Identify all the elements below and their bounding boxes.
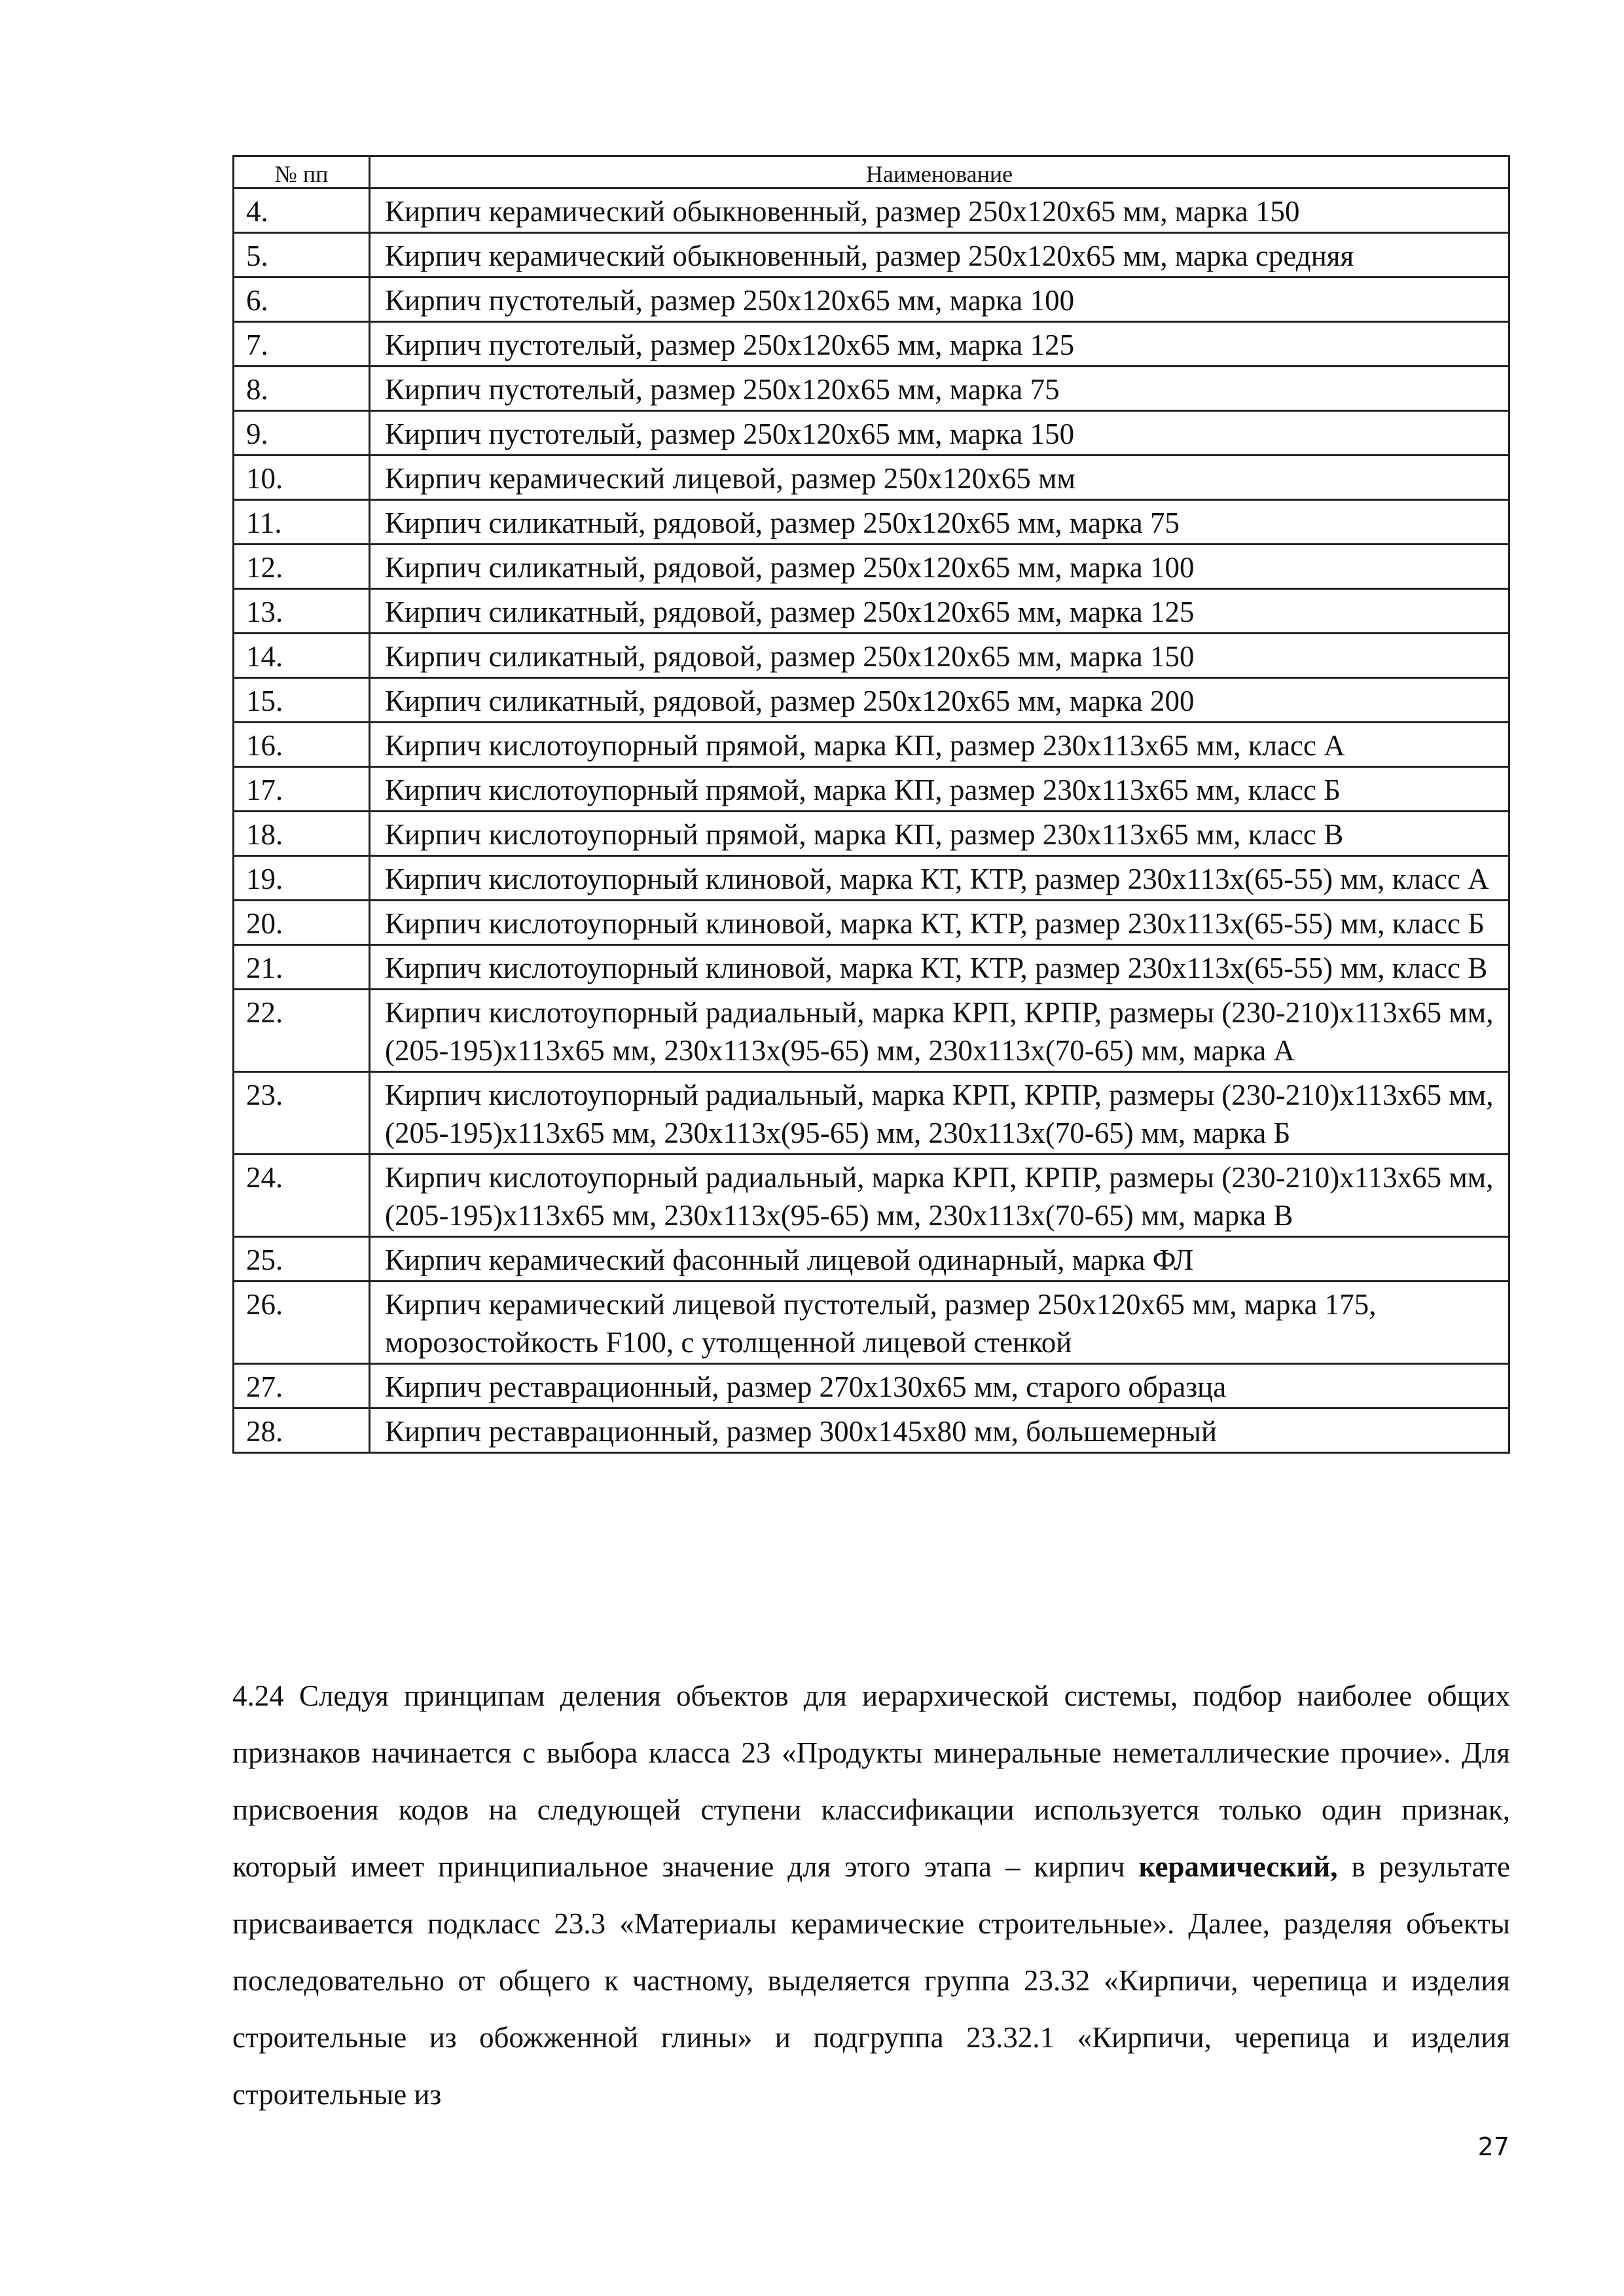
table-row bbox=[234, 1155, 1509, 1237]
table-row bbox=[234, 500, 1509, 545]
table-row bbox=[234, 1364, 1509, 1408]
table-row bbox=[234, 723, 1509, 767]
row-number: 28. bbox=[234, 1408, 370, 1453]
row-number: 20. bbox=[234, 901, 370, 945]
table-row bbox=[234, 589, 1509, 634]
row-name: Кирпич кислотоупорный клиновой, марка КТ, КТР, размер 230х113х(65-55) мм, класс А bbox=[370, 856, 1509, 901]
table-header-row bbox=[234, 156, 1509, 188]
row-name: Кирпич пустотелый, размер 250х120х65 мм, марка 75 bbox=[370, 367, 1509, 411]
row-number: 25. bbox=[234, 1237, 370, 1282]
table-row bbox=[234, 456, 1509, 500]
table-row bbox=[234, 322, 1509, 367]
row-name: Кирпич силикатный, рядовой, размер 250х120х65 мм, марка 150 bbox=[370, 634, 1509, 678]
page-number: 27 bbox=[1477, 2132, 1509, 2161]
row-name: Кирпич керамический лицевой пустотелый, размер 250х120х65 мм, марка 175, морозостойкость F100, с утолщенной лицевой стенкой bbox=[370, 1282, 1509, 1364]
row-name: Кирпич керамический обыкновенный, размер 250х120х65 мм, марка 150 bbox=[370, 188, 1509, 233]
table-row bbox=[234, 545, 1509, 589]
row-number: 27. bbox=[234, 1364, 370, 1408]
table-row bbox=[234, 901, 1509, 945]
row-number: 13. bbox=[234, 589, 370, 634]
row-name: Кирпич кислотоупорный прямой, марка КП, размер 230х113х65 мм, класс В bbox=[370, 812, 1509, 856]
row-name: Кирпич реставрационный, размер 300х145х80 мм, большемерный bbox=[370, 1408, 1509, 1453]
row-name: Кирпич кислотоупорный радиальный, марка КРП, КРПР, размеры (230-210)х113х65 мм, (205-195)х113х65 мм, 230х113х(95-65) мм, 230х113х(70-65) мм, марка Б bbox=[370, 1072, 1509, 1155]
row-name: Кирпич керамический лицевой, размер 250х120х65 мм bbox=[370, 456, 1509, 500]
body-paragraph bbox=[232, 1668, 1510, 2123]
table-row bbox=[234, 278, 1509, 322]
row-name: Кирпич кислотоупорный радиальный, марка КРП, КРПР, размеры (230-210)х113х65 мм, (205-195)х113х65 мм, 230х113х(95-65) мм, 230х113х(70-65) мм, марка В bbox=[370, 1155, 1509, 1237]
row-number: 14. bbox=[234, 634, 370, 678]
table-row bbox=[234, 812, 1509, 856]
table-row bbox=[234, 1282, 1509, 1364]
table-row bbox=[234, 233, 1509, 278]
row-name: Кирпич кислотоупорный прямой, марка КП, размер 230х113х65 мм, класс А bbox=[370, 723, 1509, 767]
row-name: Кирпич силикатный, рядовой, размер 250х120х65 мм, марка 75 bbox=[370, 500, 1509, 545]
row-name: Кирпич кислотоупорный прямой, марка КП, размер 230х113х65 мм, класс Б bbox=[370, 767, 1509, 812]
row-name: Кирпич силикатный, рядовой, размер 250х120х65 мм, марка 125 bbox=[370, 589, 1509, 634]
table-row bbox=[234, 678, 1509, 723]
row-number: 8. bbox=[234, 367, 370, 411]
row-number: 22. bbox=[234, 990, 370, 1072]
row-number: 5. bbox=[234, 233, 370, 278]
table-row bbox=[234, 411, 1509, 456]
row-number: 9. bbox=[234, 411, 370, 456]
table-row bbox=[234, 767, 1509, 812]
row-number: 16. bbox=[234, 723, 370, 767]
paragraph-text-2: в результате присваивается подкласс 23.3 «Материалы керамические строительные». Далее, разделяя объекты последовательно от общего к частному, выделяется группа 23.32 «Кирпичи, черепица и изделия строительные из обожженной глины» и подгруппа 23.32.1 «Кирпичи, черепица и изделия строительные из bbox=[232, 1850, 1510, 2111]
row-name: Кирпич пустотелый, размер 250х120х65 мм, марка 125 bbox=[370, 322, 1509, 367]
row-number: 12. bbox=[234, 545, 370, 589]
table-row bbox=[234, 188, 1509, 233]
row-name: Кирпич силикатный, рядовой, размер 250х120х65 мм, марка 200 bbox=[370, 678, 1509, 723]
row-number: 10. bbox=[234, 456, 370, 500]
row-number: 23. bbox=[234, 1072, 370, 1155]
row-number: 21. bbox=[234, 945, 370, 990]
row-number: 17. bbox=[234, 767, 370, 812]
row-name: Кирпич пустотелый, размер 250х120х65 мм, марка 100 bbox=[370, 278, 1509, 322]
column-header-name: Наименование bbox=[370, 156, 1509, 188]
row-number: 11. bbox=[234, 500, 370, 545]
row-number: 6. bbox=[234, 278, 370, 322]
table-row bbox=[234, 945, 1509, 990]
row-number: 19. bbox=[234, 856, 370, 901]
table-row bbox=[234, 1072, 1509, 1155]
table-row bbox=[234, 990, 1509, 1072]
row-number: 18. bbox=[234, 812, 370, 856]
table-row bbox=[234, 634, 1509, 678]
table-row bbox=[234, 1408, 1509, 1453]
row-number: 7. bbox=[234, 322, 370, 367]
row-name: Кирпич реставрационный, размер 270х130х65 мм, старого образца bbox=[370, 1364, 1509, 1408]
table-row bbox=[234, 856, 1509, 901]
row-name: Кирпич пустотелый, размер 250х120х65 мм, марка 150 bbox=[370, 411, 1509, 456]
paragraph-text-1: 4.24 Следуя принципам деления объектов для иерархической системы, подбор наиболее общих признаков начинается с выбора класса 23 «Продукты минеральные неметаллические прочие». Для присвоения кодов на следующей ступени классификации используется только один признак, который имеет принципиальное значение для этого этапа – кирпич bbox=[232, 1679, 1510, 1883]
brick-table bbox=[232, 155, 1510, 1454]
row-number: 24. bbox=[234, 1155, 370, 1237]
row-name: Кирпич кислотоупорный клиновой, марка КТ, КТР, размер 230х113х(65-55) мм, класс Б bbox=[370, 901, 1509, 945]
column-header-num: № пп bbox=[234, 156, 370, 188]
row-name: Кирпич керамический фасонный лицевой одинарный, марка ФЛ bbox=[370, 1237, 1509, 1282]
table-row bbox=[234, 367, 1509, 411]
row-name: Кирпич кислотоупорный радиальный, марка КРП, КРПР, размеры (230-210)х113х65 мм, (205-195)х113х65 мм, 230х113х(95-65) мм, 230х113х(70-65) мм, марка А bbox=[370, 990, 1509, 1072]
table-body bbox=[234, 188, 1509, 1453]
table-row bbox=[234, 1237, 1509, 1282]
row-number: 15. bbox=[234, 678, 370, 723]
row-name: Кирпич керамический обыкновенный, размер 250х120х65 мм, марка средняя bbox=[370, 233, 1509, 278]
paragraph-bold-text: керамический, bbox=[1138, 1850, 1338, 1883]
row-number: 26. bbox=[234, 1282, 370, 1364]
row-name: Кирпич кислотоупорный клиновой, марка КТ, КТР, размер 230х113х(65-55) мм, класс В bbox=[370, 945, 1509, 990]
row-number: 4. bbox=[234, 188, 370, 233]
row-name: Кирпич силикатный, рядовой, размер 250х120х65 мм, марка 100 bbox=[370, 545, 1509, 589]
